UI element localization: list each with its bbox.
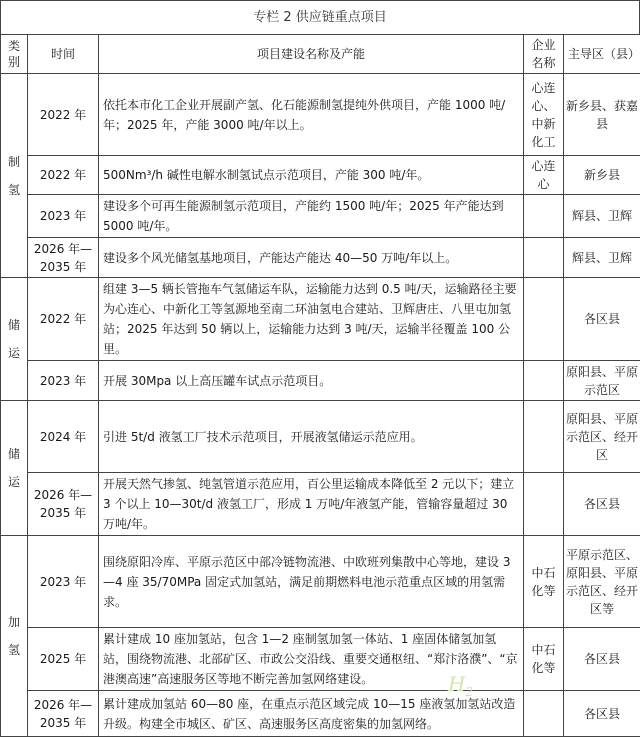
year-cell: 2024 年 [28, 401, 99, 473]
region-cell: 各区县 [564, 473, 640, 536]
table-row [1, 473, 640, 536]
table-row [1, 691, 640, 737]
header-row [1, 35, 640, 74]
project-cell: 500Nm³/h 碱性电解水制氢试点示范项目，产能 300 吨/年。 [99, 156, 524, 195]
header-region: 主导区（县） [564, 35, 640, 74]
year-cell: 2026 年—2035 年 [28, 473, 99, 536]
enterprise-cell [524, 691, 564, 737]
header-year: 时间 [28, 35, 99, 74]
watermark-logo: $H_2$ [448, 672, 473, 699]
year-cell: 2023 年 [28, 361, 99, 401]
enterprise-cell: 心连心 [524, 156, 564, 195]
enterprise-cell: 心连心、中新化工 [524, 74, 564, 156]
header-enterprise: 企业名称 [524, 35, 564, 74]
project-cell: 引进 5t/d 液氢工厂技术示范项目，开展液氢储运示范应用。 [99, 401, 524, 473]
region-cell: 原阳县、平原示范区、经开区 [564, 401, 640, 473]
project-cell: 累计建成 10 座加氢站，包含 1—2 座制氢加氢一体站、1 座固体储氢加氢站，围绕物流港、北部矿区、市政公交沿线、重要交通枢纽、“郑汴洛濮”、“京港澳高速”高速服务区等地不断完善加氢网络建设。 [99, 628, 524, 691]
year-cell: 2025 年 [28, 628, 99, 691]
region-cell: 辉县、卫辉 [564, 195, 640, 238]
table-row [1, 74, 640, 156]
category-cell: 加氢 [1, 536, 28, 737]
enterprise-cell [524, 473, 564, 536]
year-cell: 2026 年—2035 年 [28, 238, 99, 278]
table-row [1, 278, 640, 361]
enterprise-cell [524, 361, 564, 401]
table-title: 专栏 2 供应链重点项目 [0, 0, 640, 34]
table-row [1, 238, 640, 278]
year-cell: 2022 年 [28, 278, 99, 361]
enterprise-cell [524, 401, 564, 473]
table-row [1, 361, 640, 401]
project-cell: 开展天然气掺氢、纯氢管道示范应用，百公里运输成本降低至 2 元以下；建立 3 个以上 10—30t/d 液氢工厂，形成 1 万吨/年液氢产能，管输容量超过 30 万吨/年。 [99, 473, 524, 536]
year-cell: 2022 年 [28, 74, 99, 156]
project-cell: 累计建成加氢站 60—80 座，在重点示范区域完成 10—15 座液氢加氢站改造升级。构建全市城区、矿区、高速服务区高度密集的加氢网络。 [99, 691, 524, 737]
region-cell: 原阳县、平原示范区 [564, 361, 640, 401]
enterprise-cell [524, 195, 564, 238]
region-cell: 新乡县 [564, 156, 640, 195]
table-row [1, 401, 640, 473]
year-cell: 2022 年 [28, 156, 99, 195]
region-cell: 平原示范区、原阳县、平原示范区、经开区等 [564, 536, 640, 628]
project-cell: 组建 3—5 辆长管拖车气氢储运车队，运输能力达到 0.5 吨/天，运输路径主要为心连心、中新化工等氢源地至南二环油氢电合建站、卫辉唐庄、八里屯加氢站；2025 年达到 50 辆以上，运输能力达到 3 吨/天，运输半径覆盖 100 公里。 [99, 278, 524, 361]
table-row [1, 195, 640, 238]
enterprise-cell: 中石化等 [524, 536, 564, 628]
table-row [1, 536, 640, 628]
header-category: 类别 [1, 35, 28, 74]
region-cell: 各区县 [564, 278, 640, 361]
project-cell: 建设多个可再生能源制氢示范项目，产能约 1500 吨/年；2025 年产能达到 5000 吨/年。 [99, 195, 524, 238]
project-cell: 依托本市化工企业开展副产氢、化石能源制氢提纯外供项目，产能 1000 吨/年；2025 年，产能 3000 吨/年以上。 [99, 74, 524, 156]
region-cell: 新乡县、获嘉县 [564, 74, 640, 156]
table-row [1, 628, 640, 691]
project-cell: 开展 30Mpa 以上高压罐车试点示范项目。 [99, 361, 524, 401]
table-row [1, 156, 640, 195]
project-cell: 围绕原阳冷库、平原示范区中部冷链物流港、中欧班列集散中心等地，建设 3—4 座 35/70MPa 固定式加氢站，满足前期燃料电池示范重点区域的用氢需求。 [99, 536, 524, 628]
enterprise-cell: 中石化等 [524, 628, 564, 691]
supply-chain-table [0, 34, 640, 737]
header-project: 项目建设名称及产能 [99, 35, 524, 74]
region-cell: 辉县、卫辉 [564, 238, 640, 278]
category-cell: 制氢 [1, 74, 28, 278]
enterprise-cell [524, 238, 564, 278]
year-cell: 2023 年 [28, 195, 99, 238]
year-cell: 2026 年—2035 年 [28, 691, 99, 737]
year-cell: 2023 年 [28, 536, 99, 628]
project-cell: 建设多个风光储氢基地项目，产能达产能达 40—50 万吨/年以上。 [99, 238, 524, 278]
category-cell: 储运 [1, 401, 28, 536]
region-cell: 各区县 [564, 628, 640, 691]
region-cell: 各区县 [564, 691, 640, 737]
enterprise-cell [524, 278, 564, 361]
category-cell: 储运 [1, 278, 28, 401]
